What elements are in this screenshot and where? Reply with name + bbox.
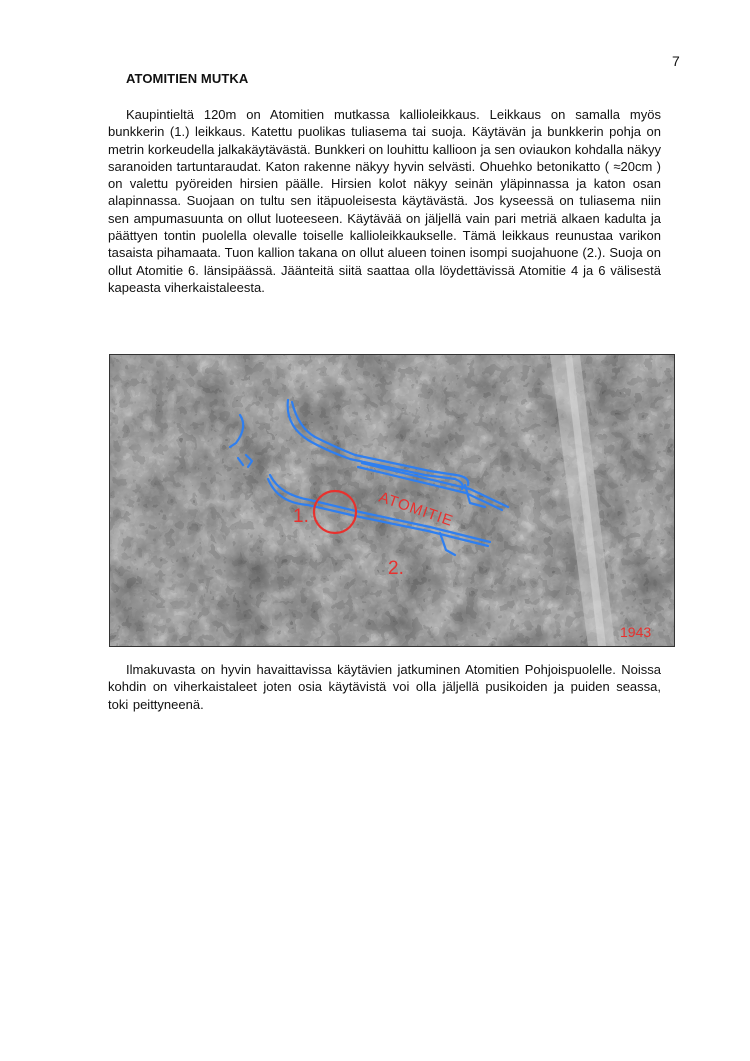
section-heading: ATOMITIEN MUTKA (126, 71, 249, 86)
bunker-label: 1. (293, 506, 309, 527)
photo-year-label: 1943 (620, 624, 652, 640)
body-paragraph-1: Kaupintieltä 120m on Atomitien mutkassa kallioleikkaus. Leikkaus on samalla myös bunkkerin (1.) leikkaus. Katettu puolikas tuliasema tai suoja. Käytävän ja bunkkerin pohja on metrin korkeudella jalkakäytävästä. Bunkkeri on louhittu kallioon ja sen oviaukon kohdalla näkyy saranoiden tartuntaraudat. Katon rakenne näkyy hyvin selvästi. Ohuehko betonikatto ( ≈20cm ) on valettu pyöreiden hirsien päälle. Hirsien kolot näkyy seinän yläpinnassa ja katon osan alapinnassa. Suojaan on tultu sen itäpuoleisesta käytävästä. Jos kyseessä on tuliasema niin sen ampumasuunta on ollut luoteeseen. Käytävää on jäljellä vain pari metriä alkaen kadulta ja päättyen tontin puolella olevalle toiselle kallioleikkaukselle. Tämä leikkaus reunustaa varikon tasaista pihamaata. Tuon kallion takana on ollut alueen toinen isompi suojahuone (2.). Suoja on ollut Atomitie 6. länsipäässä. Jäänteitä siitä saattaa olla löydettävissä Atomitie 4 ja 6 välisestä kapeasta viherkaistaleesta. (108, 107, 661, 295)
shelter-label: 2. (388, 558, 404, 579)
body-paragraph-2: Ilmakuvasta on hyvin havaittavissa käytävien jatkuminen Atomitien Pohjoispuolelle. Noissa kohdin on viherkaistaleet joten osia käytävistä voi olla jäljellä pusikoiden ja puiden seassa, toki peittyneenä. (108, 662, 661, 712)
street-label: ATOMITIE (376, 488, 456, 530)
page-number: 7 (672, 53, 680, 69)
aerial-photo-1943 (109, 354, 675, 647)
aerial-photo-canvas (110, 355, 674, 646)
